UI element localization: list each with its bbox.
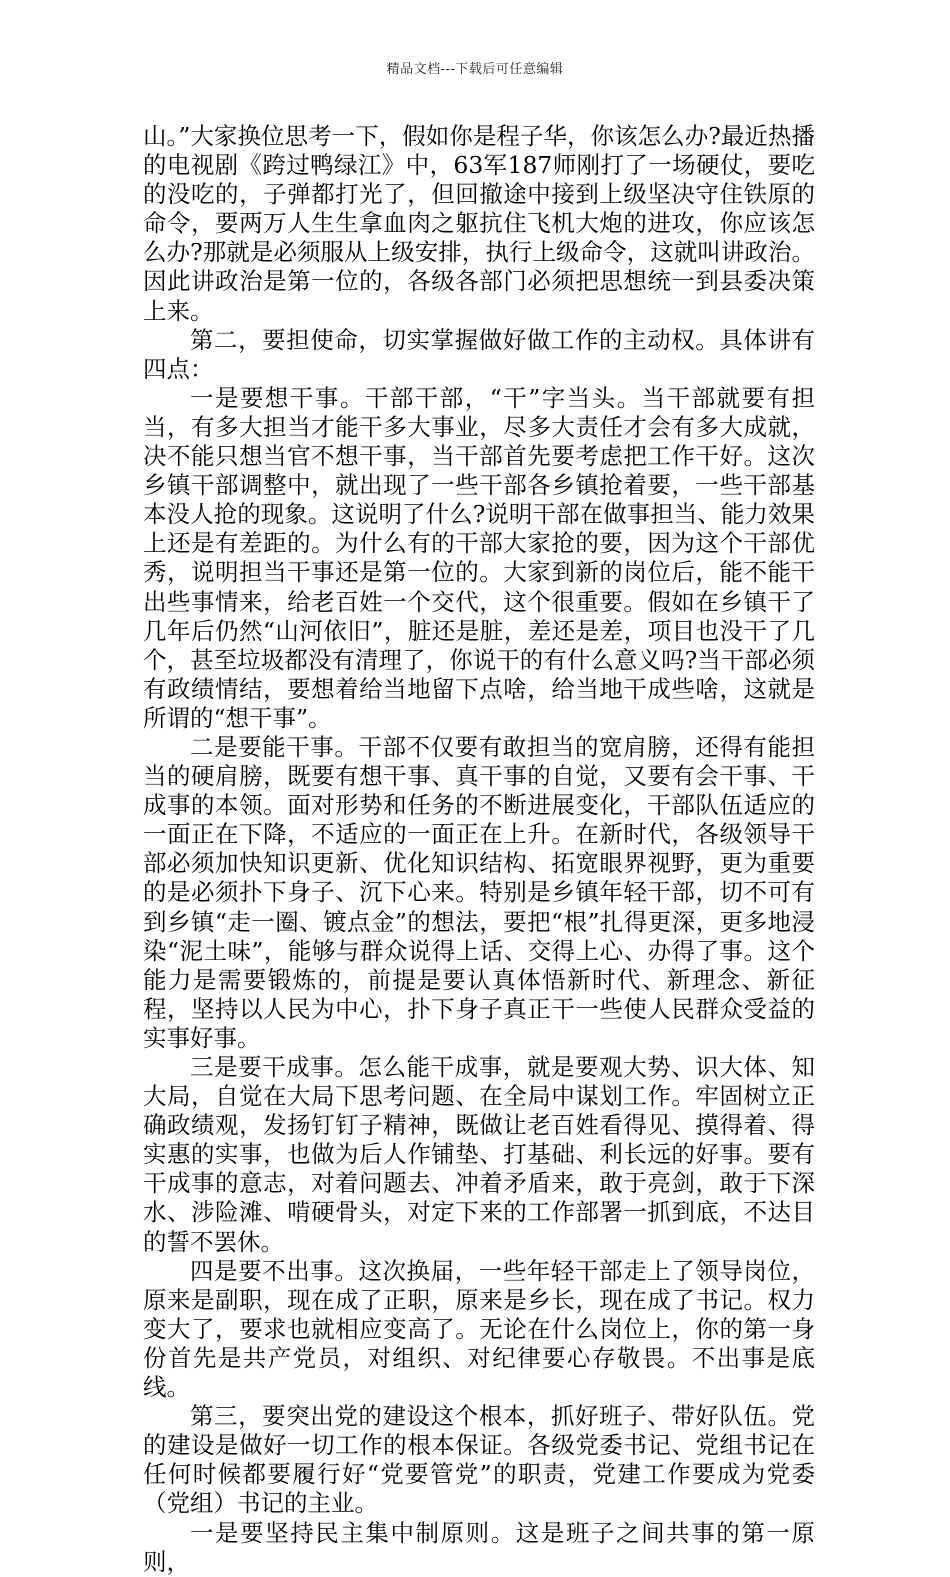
page-header: 精品文档---下载后可任意编辑 [386, 62, 564, 77]
paragraph-third-point: 第三，要突出党的建设这个根本，抓好班子、带好队伍。党的建设是做好一切工作的根本保证。各级党委书记、党组书记在任何时候都要履行好“党要管党”的职责，党建工作要成为党委（党组）书记的主业。 [143, 1402, 815, 1518]
paragraph-democratic-centralism: 一是要坚持民主集中制原则。这是班子之间共事的第一原则， [143, 1518, 815, 1576]
paragraph-no-trouble: 四是要不出事。这次换届，一些年轻干部走上了领导岗位，原来是副职，现在成了正职，原来是乡长，现在成了书记。权力变大了，要求也就相应变高了。无论在什么岗位上，你的第一身份首先是共产党员，对组织、对纪律要心存敬畏。不出事是底线。 [143, 1256, 815, 1402]
paragraph-want-to-work: 一是要想干事。干部干部，“干”字当头。当干部就要有担当，有多大担当才能干多大事业，尽多大责任才会有多大成就，决不能只想当官不想干事，当干部首先要考虑把工作干好。这次乡镇干部调整中，就出现了一些干部各乡镇抢着要，一些干部基本没人抢的现象。这说明了什么?说明干部在做事担当、能力效果上还是有差距的。为什么有的干部大家抢的要，因为这个干部优秀，说明担当干事还是第一位的。大家到新的岗位后，能不能干出些事情来，给老百姓一个交代，这个很重要。假如在乡镇干了几年后仍然“山河依旧”，脏还是脏，差还是差，项目也没干了几个，甚至垃圾都没有清理了，你说干的有什么意义吗?当干部必须有政绩情结，要想着给当地留下点啥，给当地干成些啥，这就是所谓的“想干事”。 [143, 383, 815, 732]
paragraph-able-to-work: 二是要能干事。干部不仅要有敢担当的宽肩膀，还得有能担当的硬肩膀，既要有想干事、真干事的自觉，又要有会干事、干成事的本领。面对形势和任务的不断进展变化，干部队伍适应的一面正在下降，不适应的一面正在上升。在新时代，各级领导干部必须加快知识更新、优化知识结构、拓宽眼界视野，更为重要的是必须扑下身子、沉下心来。特别是乡镇年轻干部，切不可有到乡镇“走一圈、镀点金”的想法，要把“根”扎得更深，更多地浸染“泥土味”，能够与群众说得上话、交得上心、办得了事。这个能力是需要锻炼的，前提是要认真体悟新时代、新理念、新征程，坚持以人民为中心，扑下身子真正干一些使人民群众受益的实事好事。 [143, 732, 815, 1052]
paragraph-accomplish-work: 三是要干成事。怎么能干成事，就是要观大势、识大体、知大局，自觉在大局下思考问题、在全局中谋划工作。牢固树立正确政绩观，发扬钉钉子精神，既做让老百姓看得见、摸得着、得实惠的实事，也做为后人作铺垫、打基础、利长远的好事。要有干成事的意志，对着问题去、冲着矛盾来，敢于亮剑，敢于下深水、涉险滩、啃硬骨头，对定下来的工作部署一抓到底，不达目的誓不罢休。 [143, 1053, 815, 1256]
paragraph-continuation: 山。”大家换位思考一下，假如你是程子华，你该怎么办?最近热播的电视剧《跨过鸭绿江》中，63军187师刚打了一场硬仗，要吃的没吃的，子弹都打光了，但回撤途中接到上级坚决守住铁原的命令，要两万人生生拿血肉之躯抗住飞机大炮的进攻，你应该怎么办?那就是必须服从上级安排，执行上级命令，这就叫讲政治。因此讲政治是第一位的，各级各部门必须把思想统一到县委决策上来。 [143, 122, 815, 325]
paragraph-second-point: 第二，要担使命，切实掌握做好做工作的主动权。具体讲有四点： [143, 325, 815, 383]
document-body [143, 122, 815, 1577]
